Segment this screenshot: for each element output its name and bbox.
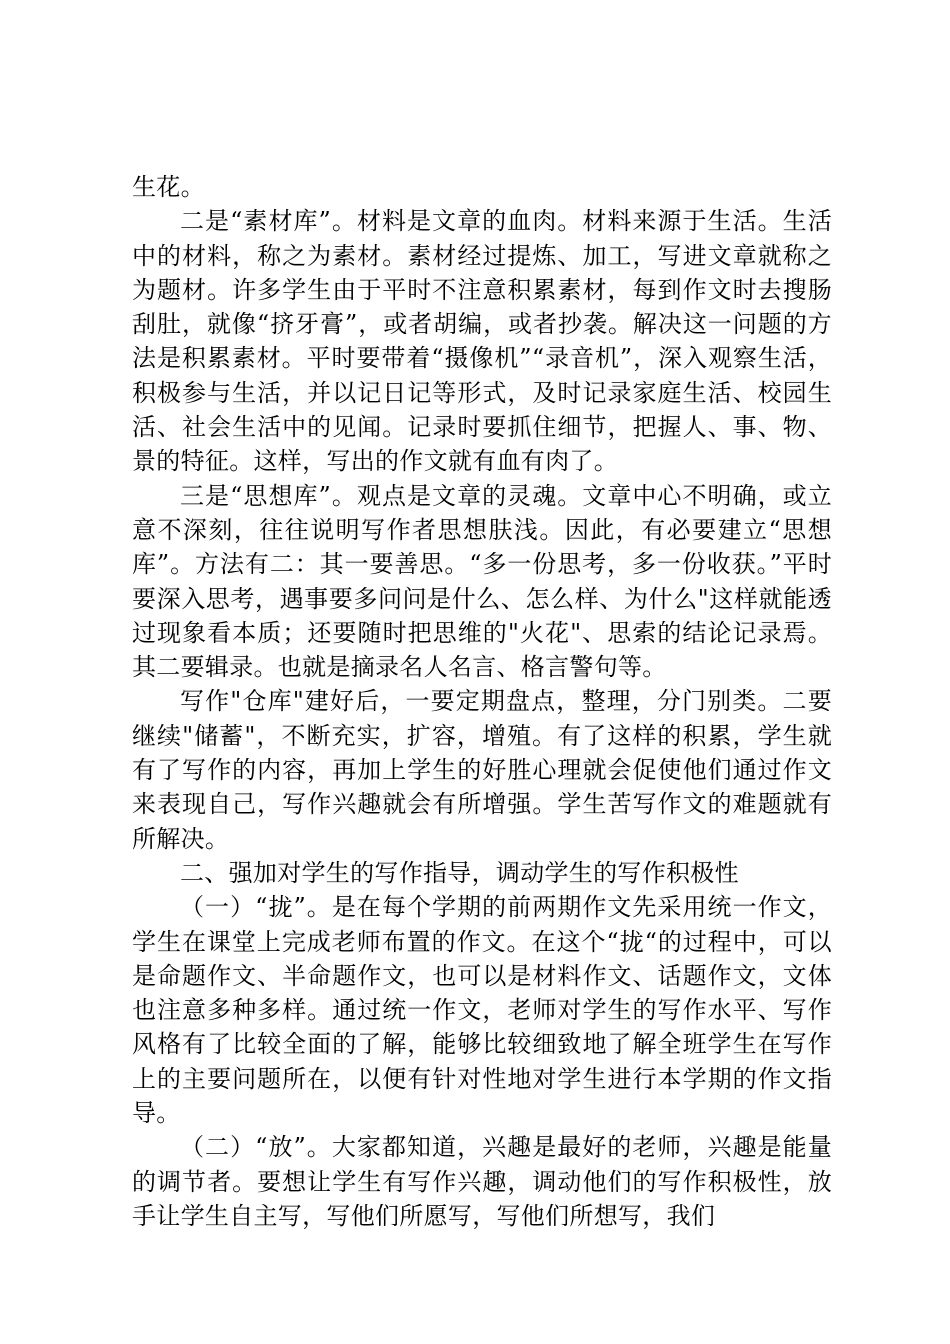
paragraph-thought-library: 三是“思想库”。观点是文章的灵魂。文章中心不明确，或立意不深刻，往往说明写作者思想肤浅。因此，有必要建立“思想库”。方法有二：其一要善思。“多一份思考，多一份收获。”平时要深入思考，遇事要多问问是什么、怎么样、为什么"这样就能透过现象看本质；还要随时把思维的"火花"、思索的结论记录焉。其二要辑录。也就是摘录名人名言、格言警句等。 <box>132 481 832 682</box>
paragraph-continuation: 生花。 <box>132 173 205 201</box>
section-heading-writing-guidance: 二、强加对学生的写作指导，调动学生的写作积极性 <box>180 858 739 887</box>
paragraph-material-library: 二是“素材库”。材料是文章的血肉。材料来源于生活。生活中的材料，称之为素材。素材经过提炼、加工，写进文章就称之为题材。许多学生由于平时不注意积累素材，每到作文时去搜肠刮肚，就像“挤牙膏”，或者胡编，或者抄袭。解决这一问题的方法是积累素材。平时要带着“摄像机”“录音机”，深入观察生活，积极参与生活，并以记日记等形式，及时记录家庭生活、校园生活、社会生活中的见闻。记录时要抓住细节，把握人、事、物、景的特征。这样，写出的作文就有血有肉了。 <box>132 207 832 476</box>
paragraph-release: （二）“放”。大家都知道，兴趣是最好的老师，兴趣是能量的调节者。要想让学生有写作兴趣，调动他们的写作积极性，放手让学生自主写，写他们所愿写，写他们所想写，我们 <box>132 1133 832 1230</box>
paragraph-warehouse-summary: 写作"仓库"建好后，一要定期盘点，整理，分门别类。二要继续"储蓄"，不断充实，扩容，增殖。有了这样的积累，学生就有了写作的内容，再加上学生的好胜心理就会促使他们通过作文来表现自己，写作兴趣就会有所增强。学生苦写作文的难题就有所解决。 <box>132 687 832 853</box>
document-body <box>132 170 832 1233</box>
paragraph-gather: （一）“拢”。是在每个学期的前两期作文先采用统一作文，学生在课堂上完成老师布置的作文。在这个“拢“的过程中，可以是命题作文、半命题作文，也可以是材料作文、话题作文，文体也注意多种多样。通过统一作文，老师对学生的写作水平、写作风格有了比较全面的了解，能够比较细致地了解全班学生在写作上的主要问题所在，以便有针对性地对学生进行本学期的作文指导。 <box>132 893 832 1128</box>
